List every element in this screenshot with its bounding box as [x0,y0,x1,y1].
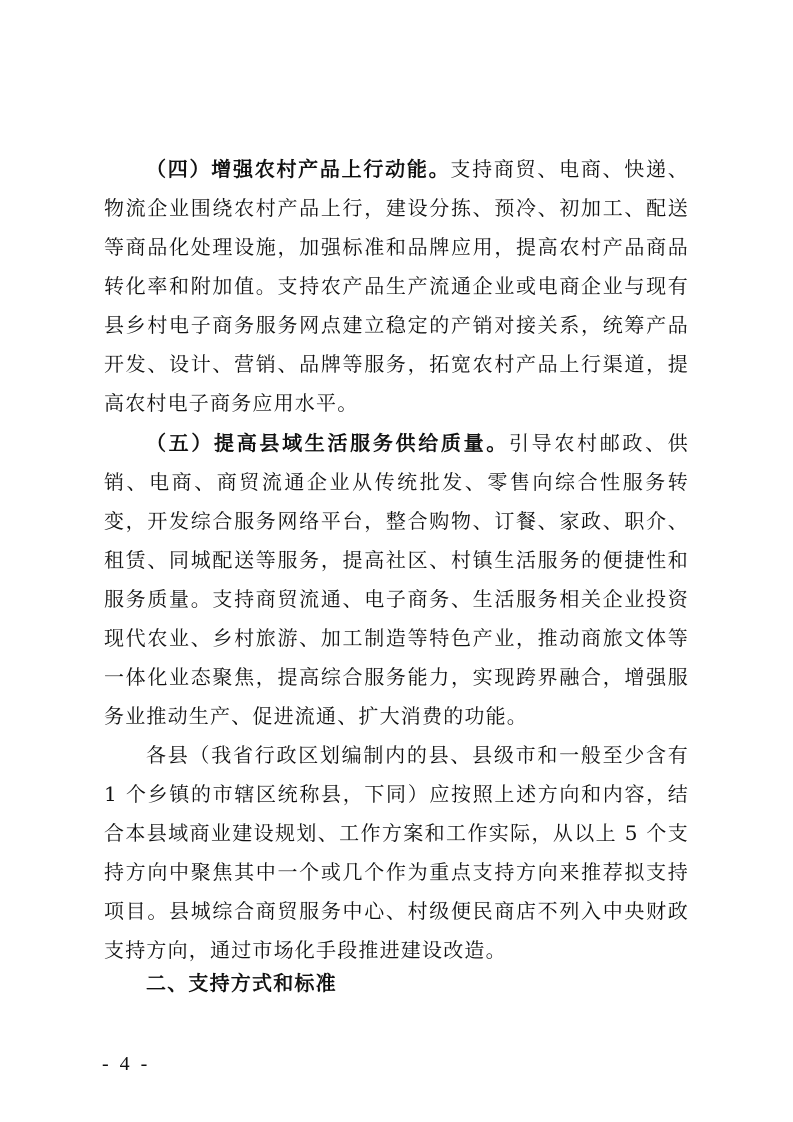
paragraph-four-heading: （四）增强农村产品上行动能。 [146,157,451,181]
paragraph-five [104,424,689,736]
paragraph-five-heading: （五）提高县域生活服务供给质量。 [146,431,509,455]
paragraph-four-body: 支持商贸、电商、快递、物流企业围绕农村产品上行，建设分拣、预冷、初加工、配送等商品化处理设施，加强标准和品牌应用，提高农村产品商品转化率和附加值。支持农产品生产流通企业或电商企业与现有县乡村电子商务服务网点建立稳定的产销对接关系，统筹产品开发、设计、营销、品牌等服务，拓宽农村产品上行渠道，提高农村电子商务应用水平。 [104,157,689,415]
page-number: - 4 - [102,1053,151,1075]
paragraph-summary-body: 各县（我省行政区划编制内的县、县级市和一般至少含有 1 个乡镇的市辖区统称县，下同）应按照上述方向和内容，结合本县域商业建设规划、工作方案和工作实际，从以上 5 个支持方向中聚焦其中一个或几个作为重点支持方向来推荐拟支持项目。县城综合商贸服务中心、村级便民商店不列入中央财政支持方向，通过市场化手段推进建设改造。 [104,743,689,962]
paragraph-five-body: 引导农村邮政、供销、电商、商贸流通企业从传统批发、零售向综合性服务转变，开发综合服务网络平台，整合购物、订餐、家政、职介、租赁、同城配送等服务，提高社区、村镇生活服务的便捷性和服务质量。支持商贸流通、电子商务、生活服务相关企业投资现代农业、乡村旅游、加工制造等特色产业，推动商旅文体等一体化业态聚焦，提高综合服务能力，实现跨界融合，增强服务业推动生产、促进流通、扩大消费的功能。 [104,431,689,728]
paragraph-summary [104,736,689,970]
section-heading: 二、支持方式和标准 [146,971,337,995]
paragraph-four [104,150,689,423]
